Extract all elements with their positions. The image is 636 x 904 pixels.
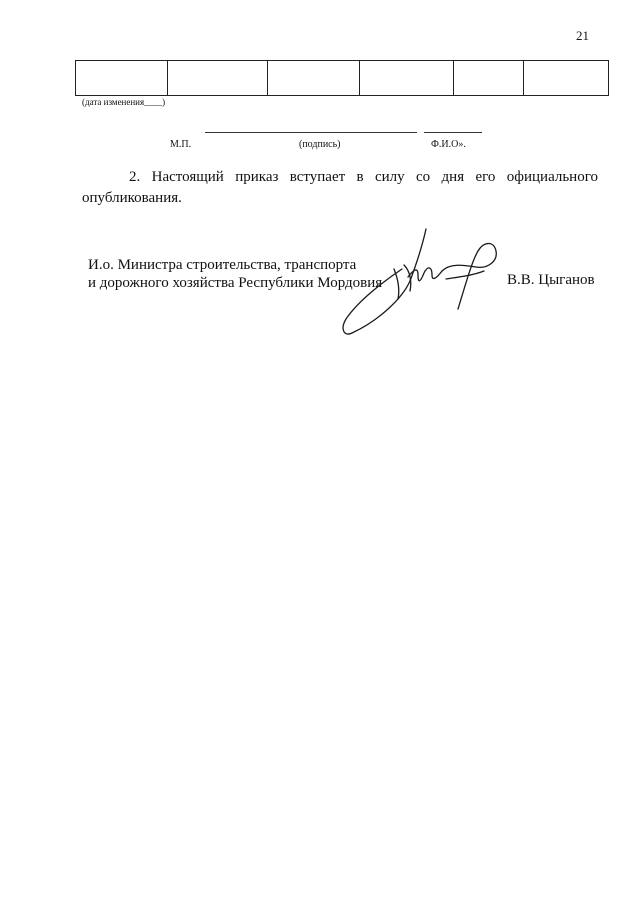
signature-line: [205, 132, 417, 133]
table-cell: [168, 61, 268, 96]
page-number: 21: [576, 28, 589, 43]
handwritten-signature: [338, 225, 513, 343]
table-cell: [454, 61, 524, 96]
date-note: (дата изменения____): [82, 97, 166, 107]
signatory-name: В.В. Цыганов: [507, 272, 595, 288]
table-row: [76, 61, 609, 96]
table-cell: [524, 61, 609, 96]
stamp-label: М.П.: [170, 139, 192, 150]
fio-line: [424, 132, 482, 133]
signatory-title-line1: И.о. Министра строительства, транспорта: [88, 257, 357, 273]
table-cell: [268, 61, 360, 96]
signature-label: (подпись): [299, 139, 341, 150]
fio-label: Ф.И.О».: [431, 139, 466, 150]
table-cell: [360, 61, 454, 96]
change-record-table: [75, 60, 609, 96]
signatory-title-line2: и дорожного хозяйства Республики Мордовия: [88, 275, 383, 291]
table-cell: [76, 61, 168, 96]
effective-date-paragraph: 2. Настоящий приказ вступает в силу со дня его официального опубликования.: [82, 169, 598, 206]
